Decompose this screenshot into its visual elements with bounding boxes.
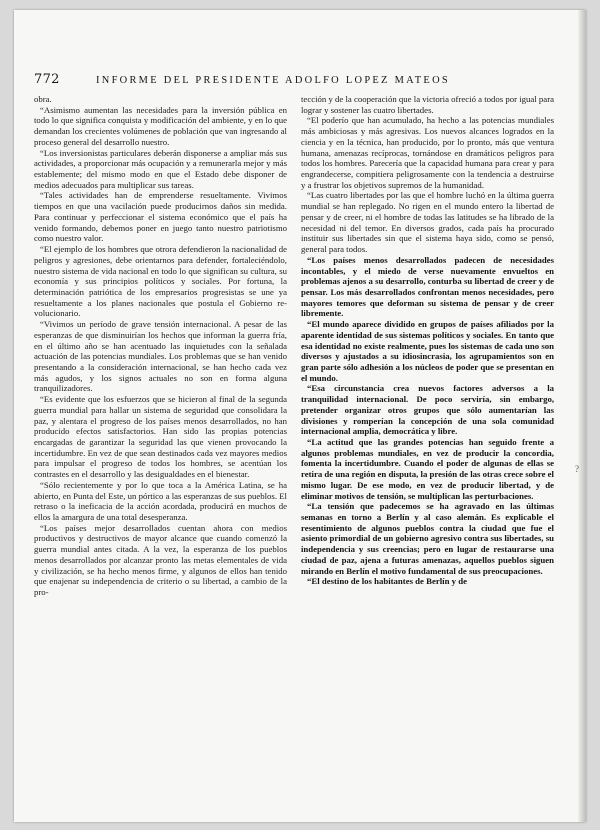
paragraph: obra. xyxy=(34,94,52,104)
paragraph: “El destino de los habitantes de Berlín y de xyxy=(307,576,467,587)
paragraph: “Asimismo aumentan las necesidades para la inversión pública en todo lo que significa conquista y modificación del ambiente, y en lo que demandan los crecientes volúmenes de población que van ingresando al proceso general del desarrollo nuestro. xyxy=(34,104,287,147)
paragraph: “Sólo recientemente y por lo que toca a la América Latina, se ha abierto, en Punta del Este, un pórtico a las esperanzas de sus pueblos. El retraso o la ineficacia de la acción acordada, producirá en muchos de ellos la amargura de una total desesperanza. xyxy=(34,479,287,523)
paragraph: “Tales actividades han de emprenderse resueltamente. Vivimos tiempos en que una vacilación puede producirnos daños sin medida. Para continuar y perfeccionar el sistema económico que el país ha venido formando, debemos poner en juego tanto nuestro patriotismo como nuestro valor. xyxy=(34,190,287,244)
paragraph: “Los países menos desarrollados padecen de necesidades incontables, y el miedo de verse nuevamente envueltos en problemas ajenos a su desarrollo, conturba su libertad de creer y de pensar. Los más desarrollados confrontan menos necesidades, pero mayores temores que deforman su sistema de pensar y de creer libremente. xyxy=(301,254,554,319)
margin-mark: ? xyxy=(575,464,579,474)
page-number: 772 xyxy=(34,72,60,87)
paragraph: “El ejemplo de los hombres que otrora defendieron la nacionalidad de peligros y agresiones, debe orientarnos para defender, fortaleciéndolo, nuestro sistema de vida nacional en todo lo que significan su cultura, su economía y sus principios políticos y sociales. Por fortuna, la determinación patriótica de los empresarios progresistas se une ya resueltamente a los planes nacionales que postula el Gobierno revolucionario. xyxy=(34,244,287,319)
paragraph: “Las cuatro libertades por las que el hombre luchó en la última guerra mundial se han replegado. No rigen en el mundo entero la libertad de pensar y de creer, ni el hombre de todas las latitudes se ha librado de la necesidad ni del temor. En diversos grados, cada país ha procurado instituir sus libertades sin que el sistema haya sido, como se pensó, general para todos. xyxy=(301,190,554,255)
running-title: INFORME DEL PRESIDENTE ADOLFO LOPEZ MATEOS xyxy=(96,75,450,86)
document-page xyxy=(14,10,586,822)
left-column xyxy=(34,94,287,598)
page-header xyxy=(34,72,574,87)
paragraph: “La tensión que padecemos se ha agravado en las últimas semanas en torno a Berlín y al caso alemán. Es explicable el resentimiento de algunos pueblos contra la ciudad que fue el asiento primordial de un gobierno agresivo contra sus libertades, su independencia y sus creencias; pero en lugar de restaurarse una ciudad de paz, ajena a futuras amenazas, aquellos pueblos siguen mirando en Berlín el motivo fundamental de sus preocupaciones. xyxy=(301,501,554,576)
right-column xyxy=(301,94,554,587)
paragraph: “El mundo aparece dividido en grupos de países afiliados por la aparente identidad de sus sistemas políticos y sociales. En tanto que esa identidad no existe realmente, pues los sistemas de cada uno son diversos y ajustados a su idiosincrasia, los agrupamientos son en gran parte sólo adhesión a los núcleos de poder que se presentan en el mundo. xyxy=(301,319,554,383)
paragraph: “Los países mejor desarrollados cuentan ahora con medios productivos y destructivos de mayor alcance que cuando comenzó la guerra mundial antes citada. A la vez, la esperanza de los pueblos menos desarrollados por alcanzar pronto las metas elementales de vida y civilización, se ha hecho menos firme, y algunos de ellos han tenido que enajenar su independencia de criterio o su libertad, a cambio de la pro- xyxy=(34,522,287,598)
paragraph: “Los inversionistas particulares deberán disponerse a ampliar más sus actividades, a proporcionar más ocupación y a remunerarla mejor y más establemente; del mismo modo en que el Estado debe disponer de medios adecuados para multiplicar sus tareas. xyxy=(34,147,287,190)
paragraph: “Vivimos un período de grave tensión internacional. A pesar de las esperanzas de que disminuirían los hechos que informan la guerra fría, en el último año se han acentuado las inquietudes con la señalada actuación de las potencias mundiales. Los problemas que se han venido presentando a la consideración internacional, se han hecho cada vez más agudos, y los signos actuales no son en forma alguna tranquilizadores. xyxy=(34,319,287,394)
page-edge-shadow xyxy=(578,10,586,822)
paragraph: “Es evidente que los esfuerzos que se hicieron al final de la segunda guerra mundial para hallar un sistema de seguridad que consolidara la paz, y alentara el progreso de los países menos desarrollados, no han producido efectos satisfactorios. Han sido las propias potencias encargadas de garantizar la seguridad las que vienen provocando la incertidumbre. En vez de que sean destinados cada vez mayores medios para impulsar el progreso de todos los hombres, se acentúan los contrastes en el desarrollo y las desigualdades en el bienestar. xyxy=(34,394,287,480)
paragraph: “Esa circunstancia crea nuevos factores adversos a la tranquilidad internacional. De poco serviría, sin embargo, pretender organizar otros grupos que sólo aumentarían las divisiones y romperían la concepción de una sola comunidad internacional amplia, democrática y libre. xyxy=(301,383,554,437)
paragraph: “La actitud que las grandes potencias han seguido frente a algunos problemas mundiales, en vez de producir la concordia, fomenta la incertidumbre. Cuando el poder de algunas de ellas se retira de una región en disputa, la presión de las otras crece sobre el mismo lugar. De ese modo, en vez de producir libertad, y de eliminar motivos de tensión, se multiplican las perturbaciones. xyxy=(301,437,554,501)
paragraph: “El poderío que han acumulado, ha hecho a las potencias mundiales más ambiciosas y más agresivas. Los nuevos alcances logrados en la ciencia y en la técnica, han producido, por lo pronto, más que ventura humana, amenazas recíprocas, tornándose en dramáticos peligros para todos los hombres. Parecería que la capacidad humana para crear y para engrandecerse, compitiera peligrosamente con la tendencia a destruirse y a frustrar los objetivos supremos de la humanidad. xyxy=(301,115,554,190)
paragraph: tección y de la cooperación que la victoria ofreció a todos por igual para lograr y sostener las cuatro libertades. xyxy=(301,94,554,115)
